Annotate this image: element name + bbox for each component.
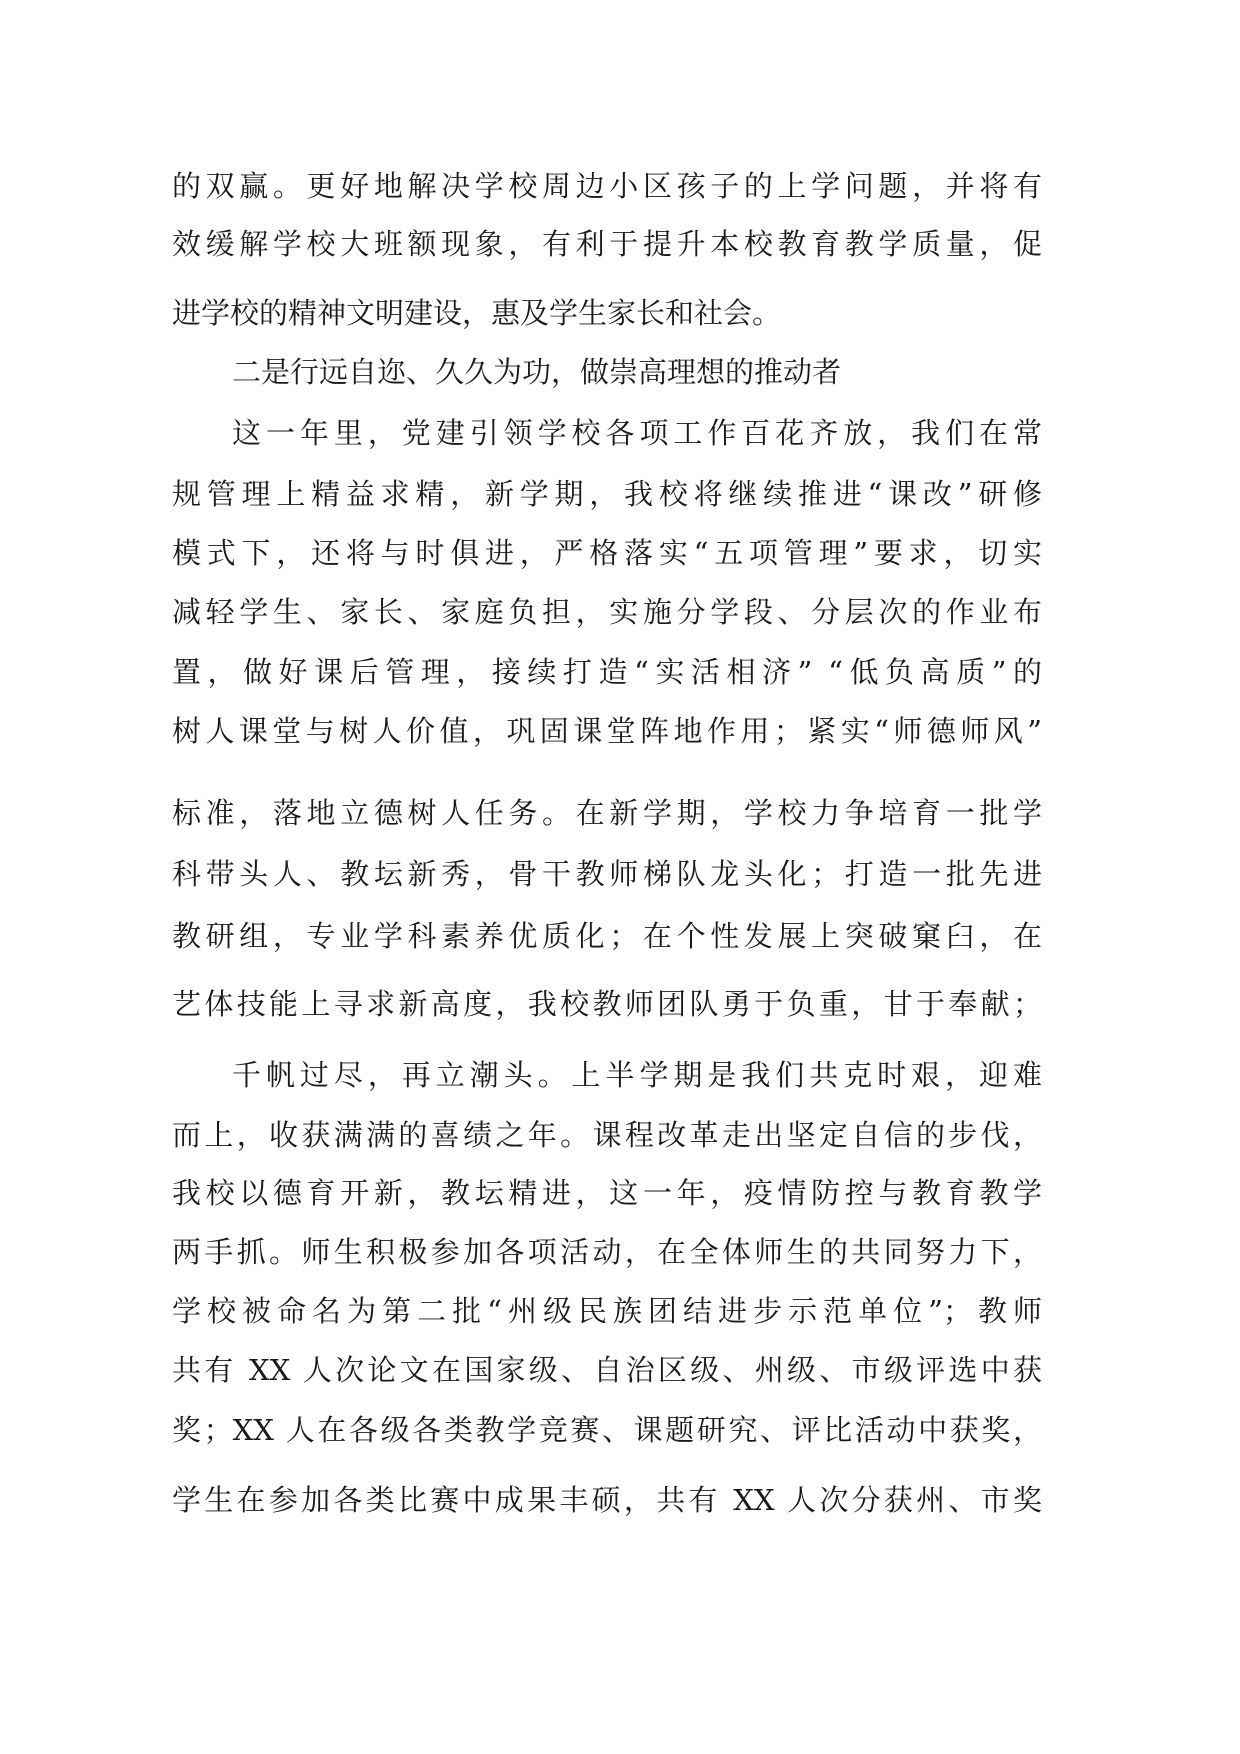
text-line: 模式下，还将与时俱进，严格落实“五项管理”要求，切实 <box>172 536 1042 570</box>
text-line: 奖；XX 人在各级各类教学竞赛、课题研究、评比活动中获奖， <box>172 1413 1042 1447</box>
text-line: 教研组，专业学科素养优质化；在个性发展上突破窠臼，在 <box>172 919 1042 953</box>
text-line: 千帆过尽，再立潮头。上半学期是我们共克时艰，迎难 <box>232 1058 1042 1092</box>
text-line: 的双赢。更好地解决学校周边小区孩子的上学问题，并将有 <box>172 169 1042 203</box>
text-line: 标准，落地立德树人任务。在新学期，学校力争培育一批学 <box>172 796 1042 830</box>
text-line: 树人课堂与树人价值，巩固课堂阵地作用；紧实“师德师风” <box>172 714 1042 748</box>
text-line: 我校以德育开新，教坛精进，这一年，疫情防控与教育教学 <box>172 1176 1042 1210</box>
text-line: 减轻学生、家长、家庭负担，实施分学段、分层次的作业布 <box>172 595 1042 629</box>
text-line: 规管理上精益求精，新学期，我校将继续推进“课改”研修 <box>172 477 1042 511</box>
text-line: 效缓解学校大班额现象，有利于提升本校教育教学质量，促 <box>172 227 1042 261</box>
text-line: 置，做好课后管理，接续打造“实活相济” “低负高质”的 <box>172 655 1042 689</box>
text-line: 艺体技能上寻求新高度，我校教师团队勇于负重，甘于奉献； <box>172 987 1042 1021</box>
text-line: 这一年里，党建引领学校各项工作百花齐放，我们在常 <box>232 416 1042 450</box>
heading-line: 二是行远自迩、久久为功，做崇高理想的推动者 <box>232 355 842 389</box>
text-line: 学校被命名为第二批“州级民族团结进步示范单位”；教师 <box>172 1294 1042 1328</box>
text-line: 两手抓。师生积极参加各项活动，在全体师生的共同努力下， <box>172 1235 1042 1269</box>
text-line: 进学校的精神文明建设，惠及学生家长和社会。 <box>172 296 782 330</box>
text-line: 而上，收获满满的喜绩之年。课程改革走出坚定自信的步伐， <box>172 1118 1042 1152</box>
text-line: 学生在参加各类比赛中成果丰硕，共有 XX 人次分获州、市奖 <box>172 1483 1042 1517</box>
text-line: 科带头人、教坛新秀，骨干教师梯队龙头化；打造一批先进 <box>172 857 1042 891</box>
text-line: 共有 XX 人次论文在国家级、自治区级、州级、市级评选中获 <box>172 1353 1042 1387</box>
